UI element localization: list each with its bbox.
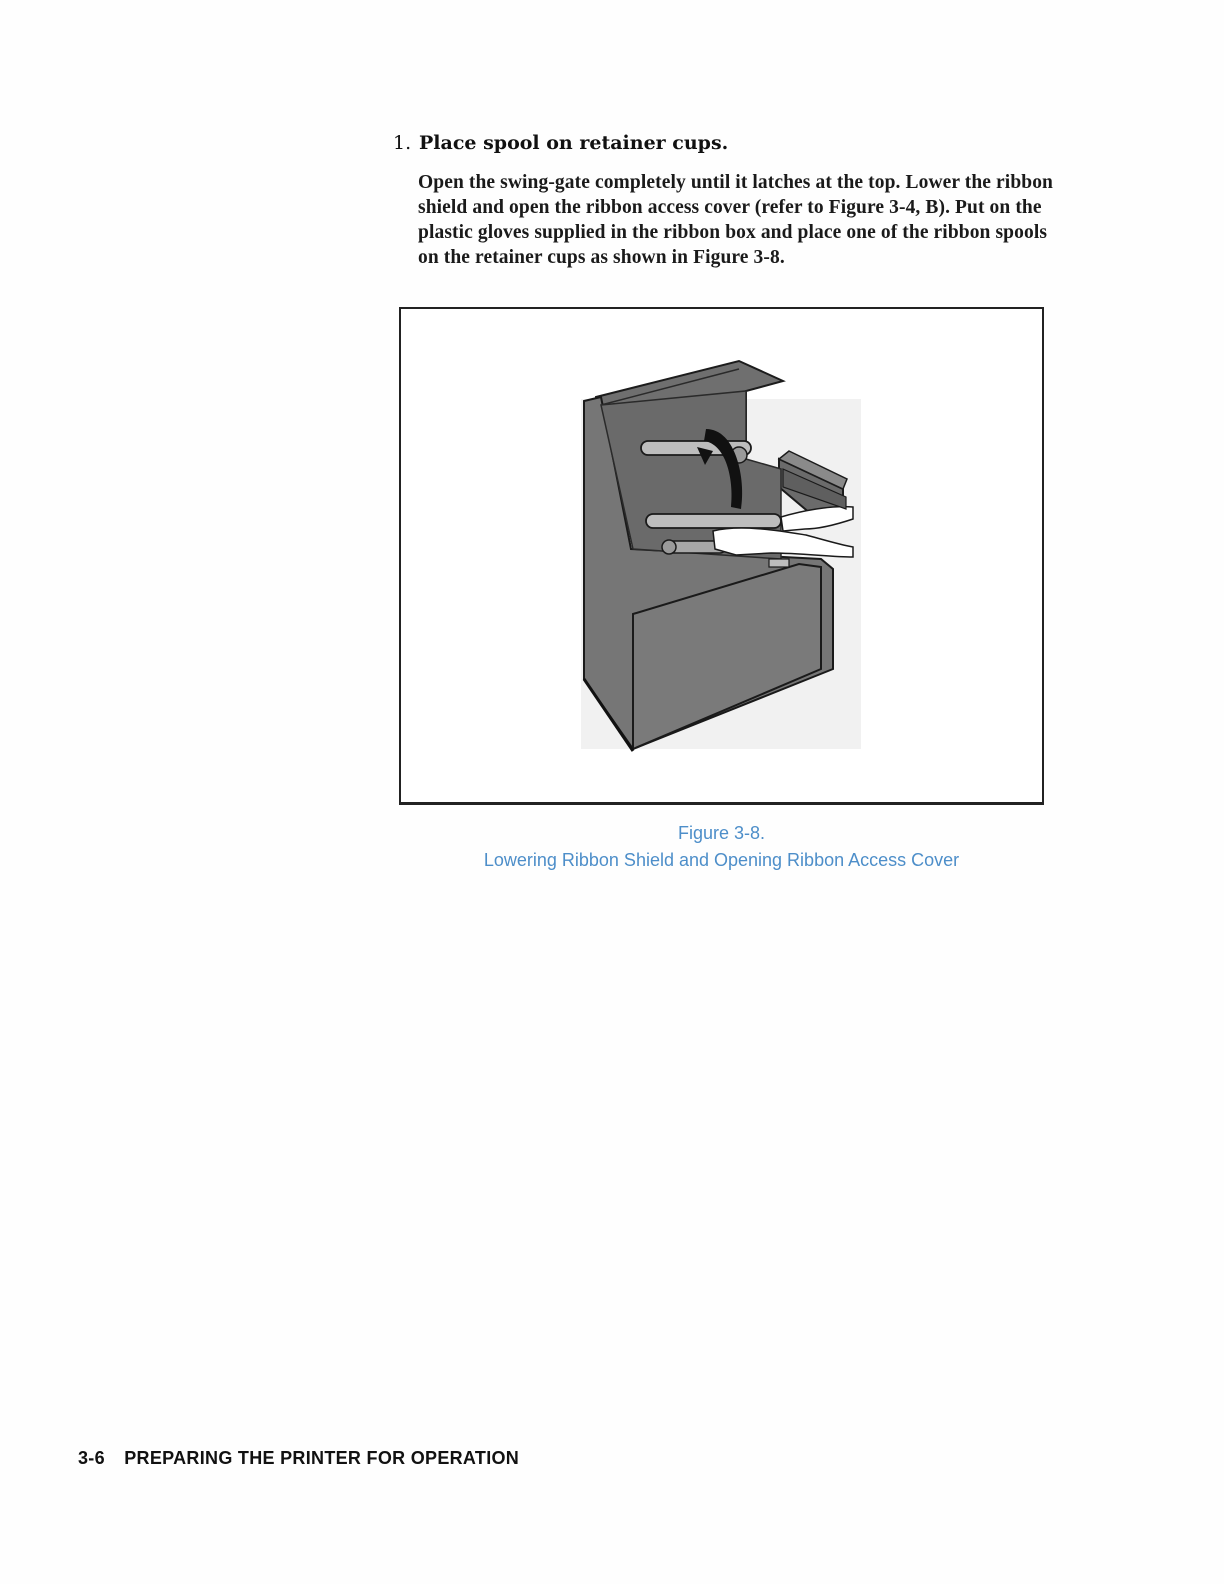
lower-ribbon-spool	[646, 514, 781, 528]
figure-label: Figure 3-8.	[677, 823, 766, 843]
figure-illustration	[399, 307, 1044, 805]
printer-illustration	[401, 309, 1044, 805]
retainer-cup-lower	[662, 540, 676, 554]
page-footer	[78, 1448, 519, 1469]
figure-caption	[399, 820, 1044, 874]
latch-button	[769, 559, 789, 567]
instruction-step	[393, 130, 1053, 270]
page-number: 3-6	[78, 1448, 105, 1468]
step-title: Place spool on retainer cups.	[419, 132, 729, 154]
step-heading	[393, 130, 1053, 156]
figure-title: Lowering Ribbon Shield and Opening Ribbon Access Cover	[483, 850, 960, 870]
section-title: PREPARING THE PRINTER FOR OPERATION	[124, 1448, 520, 1468]
step-number: 1.	[393, 132, 412, 154]
step-body: Open the swing-gate completely until it latches at the top. Lower the ribbon shield and open the ribbon access cover (refer to Figure 3-4, B). Put on the plastic gloves supplied in the ribbon box and place one of the ribbon spools on the retainer cups as shown in Figure 3-8.	[418, 172, 1053, 268]
